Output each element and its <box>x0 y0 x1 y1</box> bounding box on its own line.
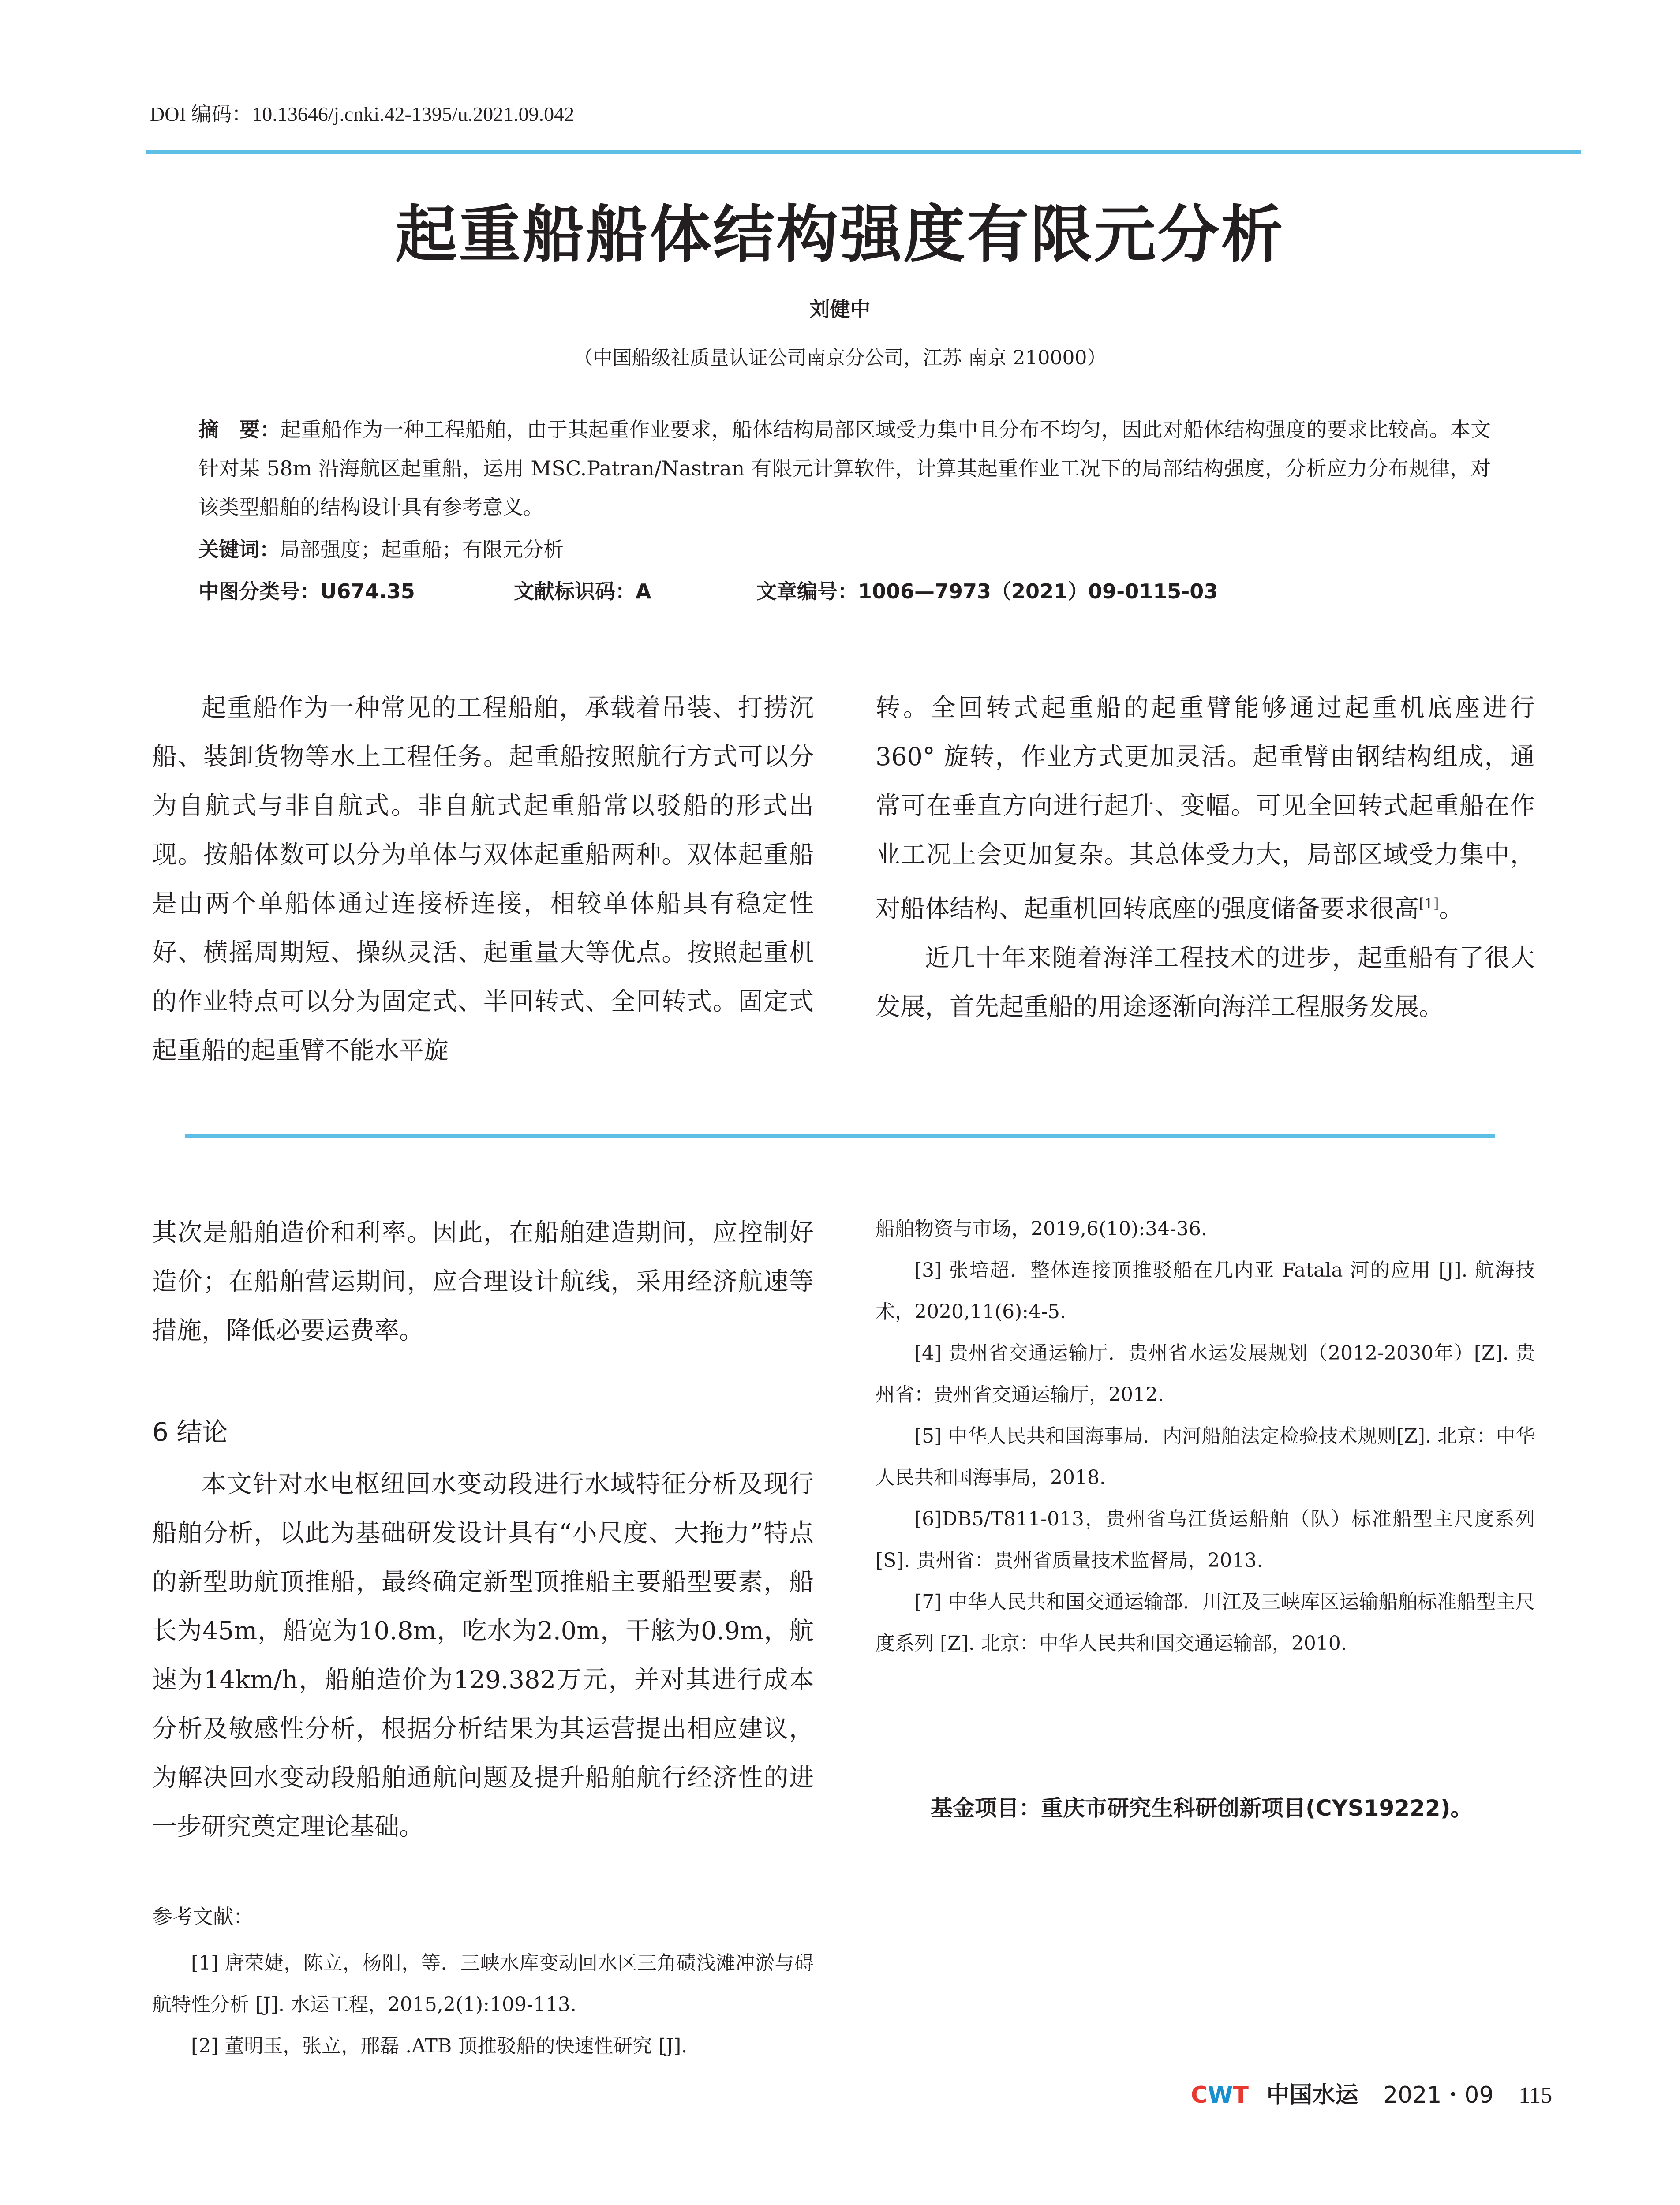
reference-item: [4] 贵州省交通运输厅．贵州省水运发展规划（2012-2030年）[Z]. 贵州省：贵州省交通运输厅，2012. <box>876 1342 1535 1406</box>
intro-paragraph: 起重船作为一种常见的工程船舶，承载着吊装、打捞沉船、装卸货物等水上工程任务。起重船按照航行方式可以分为自航式与非自航式。非自航式起重船常以驳船的形式出现。按船体数可以分为单体与双体起重船两种。双体起重船是由两个单船体通过连接桥连接，相较单体船具有稳定性好、横摇周期短、操纵灵活、起重量大等优点。按照起重机的作业特点可以分为固定式、半回转式、全回转式。固定式起重船的起重臂不能水平旋 <box>152 694 814 1065</box>
page-footer <box>1191 2076 1552 2109</box>
affiliation: （中国船级社质量认证公司南京分公司，江苏 南京 210000） <box>573 347 1107 369</box>
abstract-text: 起重船作为一种工程船舶，由于其起重作业要求，船体结构局部区域受力集中且分布不均匀，因此对船体结构强度的要求比较高。本文针对某 58m 沿海航区起重船，运用 MSC.Patran/Nastran 有限元计算软件，计算其起重作业工况下的局部结构强度，分析应力分布规律，对该类型船舶的结构设计具有参考意义。 <box>198 418 1491 519</box>
reference-item: [7] 中华人民共和国交通运输部．川江及三峡库区运输船舶标准船型主尺度系列 [Z]. 北京：中华人民共和国交通运输部，2010. <box>876 1591 1535 1655</box>
issue-date: 2021・09 <box>1383 2082 1494 2108</box>
intro-left-column <box>152 684 814 1075</box>
intro-right-column <box>876 684 1535 1031</box>
article-number: 文章编号：1006—7973（2021）09-0115-03 <box>756 579 1218 603</box>
citation-ref: [1] <box>1419 895 1439 912</box>
abstract-label: 摘 要： <box>198 418 281 441</box>
continuation-paragraph: 其次是船舶造价和利率。因此，在船舶建造期间，应控制好造价；在船舶营运期间，应合理设计航线，采用经济航速等措施，降低必要运费率。 <box>152 1218 814 1345</box>
continuation-column <box>152 1208 814 1355</box>
intro-paragraph-continued <box>876 684 1535 934</box>
logo-letter: C <box>1191 2082 1208 2108</box>
intro-paragraph-2: 近几十年来随着海洋工程技术的进步，起重船有了很大发展，首先起重船的用途逐渐向海洋工程服务发展。 <box>876 943 1535 1021</box>
abstract <box>198 410 1491 527</box>
conclusion-paragraph: 本文针对水电枢纽回水变动段进行水域特征分析及现行船舶分析，以此为基础研发设计具有“小尺度、大拖力”特点的新型助航顶推船，最终确定新型顶推船主要船型要素，船长为45m，船宽为10.8m，吃水为2.0m，干舷为0.9m，航速为14km/h，船舶造价为129.382万元，并对其进行成本分析及敏感性分析，根据分析结果为其运营提出相应建议，为解决回水变动段船舶通航问题及提升船舶航行经济性的进一步研究奠定理论基础。 <box>152 1470 814 1841</box>
conclusion-body <box>152 1460 814 1851</box>
fund-note: 基金项目：重庆市研究生科研创新项目(CYS19222)。 <box>931 1795 1473 1821</box>
reference-item: [5] 中华人民共和国海事局．内河船舶法定检验技术规则[Z]. 北京：中华人民共和国海事局，2018. <box>876 1425 1535 1489</box>
keywords-text: 局部强度；起重船；有限元分析 <box>280 538 564 561</box>
logo-letter: W <box>1208 2082 1233 2108</box>
references-left <box>152 1943 814 2067</box>
reference-item: [6]DB5/T811-013，贵州省乌江货运船舶（队）标准船型主尺度系列 [S]. 贵州省：贵州省质量技术监督局，2013. <box>876 1508 1535 1572</box>
page-split-rule <box>185 1134 1495 1138</box>
intro-period: 。 <box>1439 894 1464 923</box>
reference-item-continued: 船舶物资与市场，2019,6(10):34-36. <box>876 1218 1207 1240</box>
doi-line: DOI 编码：10.13646/j.cnki.42-1395/u.2021.09.042 <box>150 103 575 125</box>
intro-continued-text: 转。全回转式起重船的起重臂能够通过起重机底座进行 360° 旋转，作业方式更加灵活。起重臂由钢结构组成，通常可在垂直方向进行起升、变幅。可见全回转式起重船在作业工况上会更加复杂。其总体受力大，局部区域受力集中，对船体结构、起重机回转底座的强度储备要求很高 <box>876 694 1535 923</box>
reference-item: [2] 董明玉，张立，邢磊 .ATB 顶推驳船的快速性研究 [J]. <box>191 2035 688 2057</box>
section-heading-conclusion: 6 结论 <box>152 1417 228 1447</box>
keywords-label: 关键词： <box>198 538 280 561</box>
clc-number: 中图分类号：U674.35 <box>198 579 415 603</box>
document-code: 文献标识码：A <box>514 579 651 603</box>
references-right <box>876 1208 1535 1664</box>
article-title: 起重船船体结构强度有限元分析 <box>395 199 1285 271</box>
logo-letter: T <box>1233 2082 1249 2108</box>
journal-name: 中国水运 <box>1266 2082 1358 2108</box>
header-rule <box>146 150 1581 154</box>
reference-item: [3] 张培超．整体连接顶推驳船在几内亚 Fatala 河的应用 [J]. 航海技术，2020,11(6):4-5. <box>876 1259 1535 1323</box>
keywords <box>198 534 564 563</box>
journal-logo <box>1191 2082 1249 2108</box>
reference-item: [1] 唐荣婕，陈立，杨阳，等．三峡水库变动回水区三角碛浅滩冲淤与碍航特性分析 [J]. 水运工程，2015,2(1):109-113. <box>152 1952 814 2016</box>
page-number: 115 <box>1519 2083 1553 2108</box>
author-name: 刘健中 <box>809 297 871 321</box>
references-heading: 参考文献： <box>152 1905 254 1928</box>
